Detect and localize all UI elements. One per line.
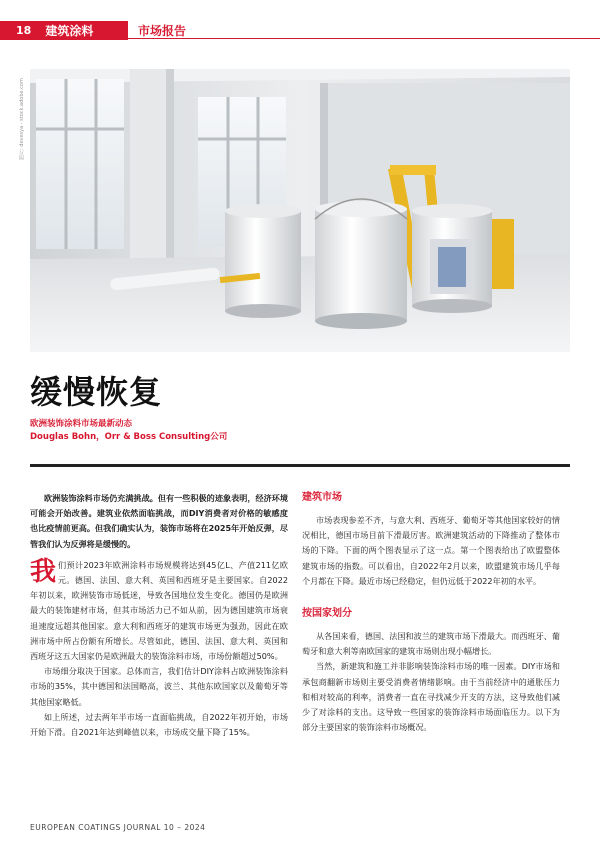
- body-paragraph-3: 如上所述，过去两年半市场一直面临挑战，自2022年初开始，市场开始下滑。自2021年达到峰值以来，市场成交量下降了15%。: [30, 711, 288, 738]
- heading-construction-market: 建筑市场: [302, 492, 342, 503]
- title-rule: [30, 464, 570, 467]
- body-paragraph-2: 市场细分取决于国家。总体而言，我们估计DIY涂料占欧洲装饰涂料市场的35%，其中德国和法国略高，波兰、其他东欧国家以及葡萄牙等其他国家略低。: [30, 666, 288, 707]
- page-number: 18: [16, 24, 32, 37]
- lead-paragraph: 欧洲装饰涂料市场仍充满挑战。但有一些积极的迹象表明，经济环境可能会开始改善。建筑业依然面临挑战，而DIY消费者对价格的敏感度也比疫情前更高。但我们确实认为，装饰市场将在2025年开始反弹，尽管我们认为反弹将是缓慢的。: [30, 493, 288, 549]
- article-author: Douglas Bohn，Orr & Boss Consulting公司: [30, 432, 228, 442]
- left-column: [30, 491, 288, 740]
- paint-can-center: [315, 199, 407, 329]
- category-label: 市场报告: [138, 24, 187, 38]
- right-paragraph-2: 从各国来看，德国、法国和波兰的建筑市场下滑最大。而西班牙、葡萄牙和意大利等南欧国家的建筑市场则出现小幅增长。: [302, 631, 560, 657]
- right-column: [302, 491, 560, 735]
- paint-can-left: [225, 204, 301, 318]
- body-paragraph-1: [30, 558, 288, 664]
- body-paragraph-1-text: 们预计2023年欧洲涂料市场规模将达到45亿L、产值211亿欧元。德国、法国、意大利、英国和西班牙是主要国家。自2022年初以来，欧洲装饰市场低迷，导致各国地位发生变化。德国仍是欧洲最大的装饰建材市场，但其市场活力已不如从前，因为德国建筑市场衰退速度远超其他国家。意大利和西班牙的建筑市场更为强劲，因此在欧洲市场中所占份额有所增长。尽管如此，德国、法国、意大利、英国和西班牙这五大国家仍是欧洲最大的装饰涂料市场，市场份额超过50%。: [30, 559, 288, 662]
- journal-footer: EUROPEAN COATINGS JOURNAL 10 – 2024: [30, 823, 206, 832]
- hero-image: [30, 69, 570, 352]
- section-name: 建筑涂料: [45, 24, 94, 38]
- heading-by-country: 按国家划分: [302, 608, 352, 620]
- image-credit: 图片: devesya - stock.adobe.com: [19, 78, 25, 160]
- header-red-bar: [0, 21, 128, 40]
- article-title: 缓慢恢复: [30, 373, 163, 411]
- right-paragraph-1: 市场表现参差不齐，与意大利、西班牙、葡萄牙等其他国家较好的情况相比，德国市场目前下滑最厉害。欧洲建筑活动的下降推动了整体市场的下降。下面的两个图表显示了这一点。第一个图表给出了欧盟整体建筑市场的指数。可以看出，自2022年2月以来，欧盟建筑市场几乎每个月都在下降。最近市场已经稳定，但仍远低于2022年初的水平。: [302, 515, 560, 586]
- page-header: [0, 0, 600, 40]
- drop-cap: 我: [30, 556, 57, 587]
- header-divider: [128, 38, 600, 39]
- article-subtitle: 欧洲装饰涂料市场最新动态: [30, 419, 133, 429]
- paint-cans-illustration: [30, 69, 570, 352]
- right-paragraph-3: 当然，新建筑和施工并非影响装饰涂料市场的唯一因素。DIY市场和承包商翻新市场则主要受消费者情绪影响。由于当前经济中的通胀压力和相对较高的利率，消费者一直在寻找减少开支的方法，这导致他们减少了对涂料的支出。这导致一些国家的装饰涂料市场面临压力。以下为部分主要国家的装饰涂料市场概况。: [302, 661, 560, 733]
